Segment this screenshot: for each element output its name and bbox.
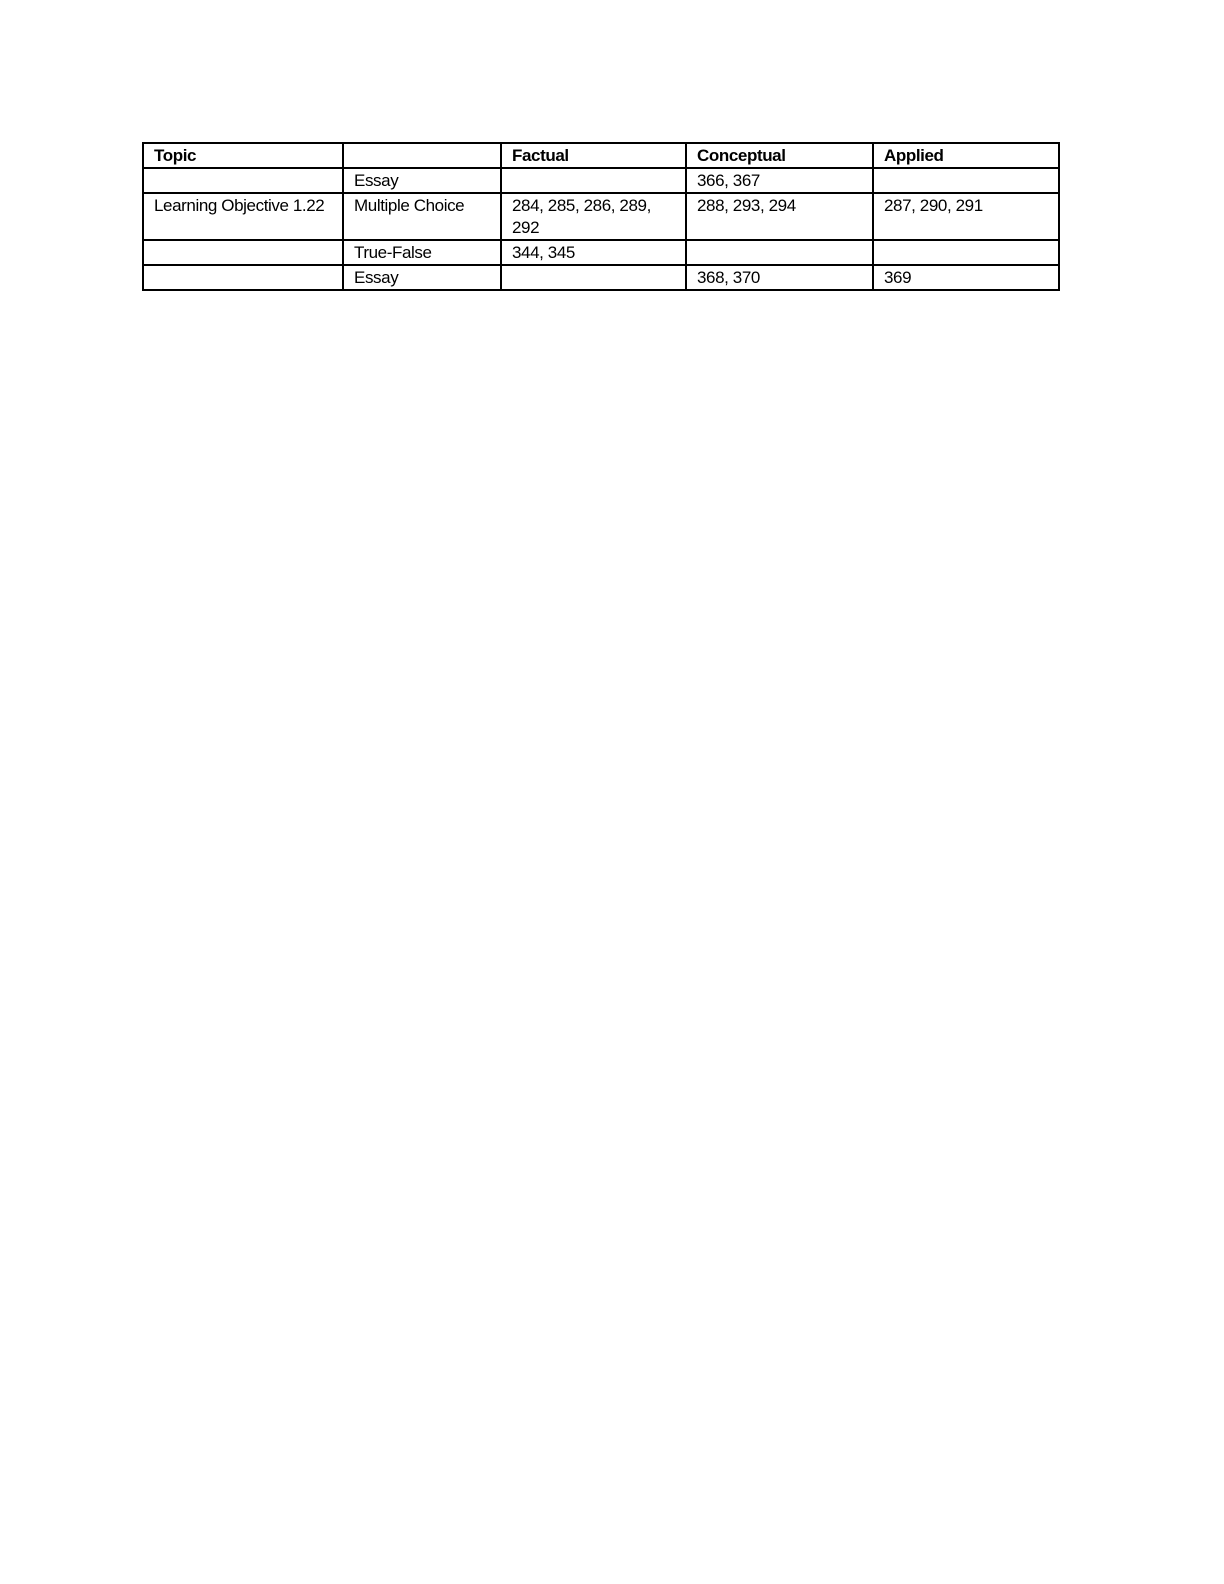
cell-question-type: Multiple Choice <box>343 193 501 240</box>
table-header-row <box>143 143 1059 168</box>
cell-question-type: Essay <box>343 265 501 290</box>
cell-factual <box>501 168 686 193</box>
table-row <box>143 240 1059 265</box>
cell-conceptual: 368, 370 <box>686 265 873 290</box>
header-topic: Topic <box>143 143 343 168</box>
cell-applied: 287, 290, 291 <box>873 193 1059 240</box>
cell-conceptual: 366, 367 <box>686 168 873 193</box>
cell-applied <box>873 240 1059 265</box>
cell-topic <box>143 265 343 290</box>
header-factual: Factual <box>501 143 686 168</box>
cell-conceptual: 288, 293, 294 <box>686 193 873 240</box>
cell-question-type: Essay <box>343 168 501 193</box>
table-row <box>143 193 1059 240</box>
table-row <box>143 265 1059 290</box>
cell-applied <box>873 168 1059 193</box>
cell-topic <box>143 240 343 265</box>
cell-applied: 369 <box>873 265 1059 290</box>
header-conceptual: Conceptual <box>686 143 873 168</box>
question-topic-table <box>142 142 1060 291</box>
cell-question-type: True-False <box>343 240 501 265</box>
cell-factual: 344, 345 <box>501 240 686 265</box>
table-row <box>143 168 1059 193</box>
header-question-type <box>343 143 501 168</box>
cell-topic <box>143 168 343 193</box>
cell-topic: Learning Objective 1.22 <box>143 193 343 240</box>
header-applied: Applied <box>873 143 1059 168</box>
cell-factual <box>501 265 686 290</box>
cell-factual: 284, 285, 286, 289, 292 <box>501 193 686 240</box>
cell-conceptual <box>686 240 873 265</box>
